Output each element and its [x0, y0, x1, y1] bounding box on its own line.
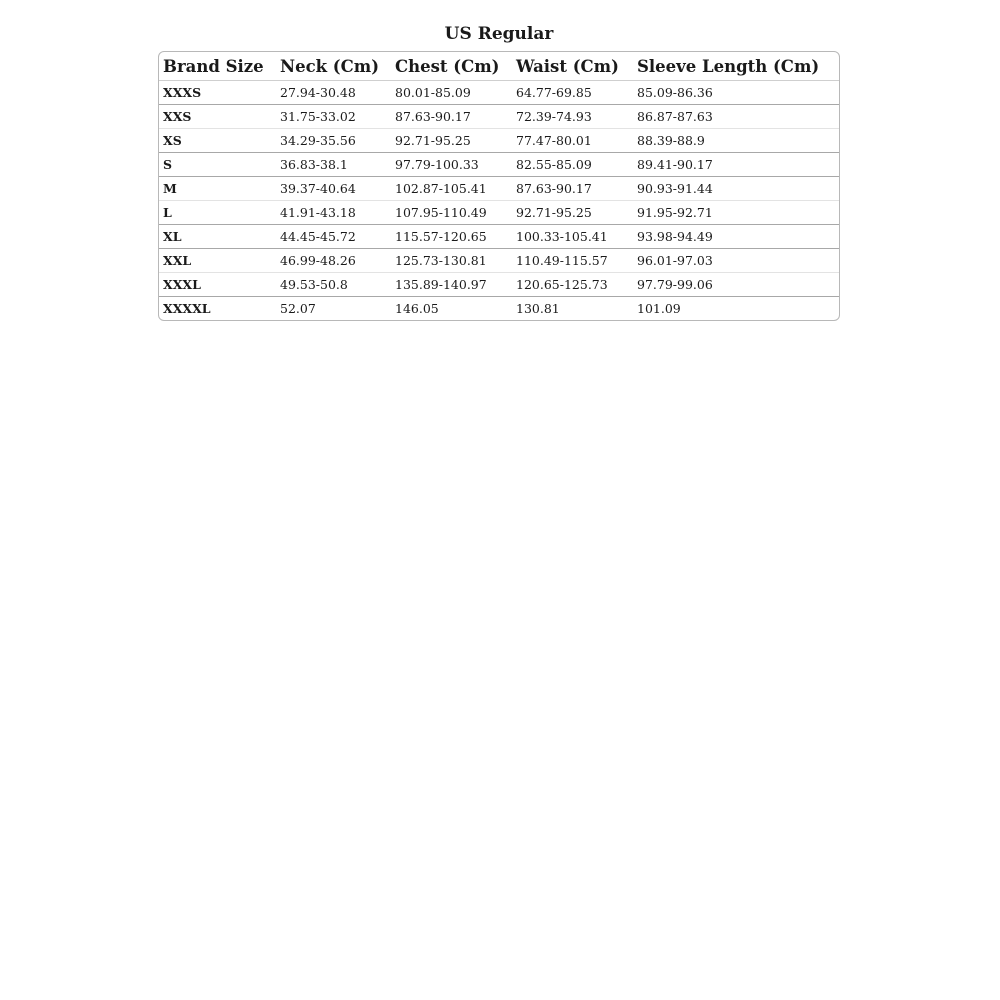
table-row	[159, 153, 839, 177]
chest-cell: 135.89-140.97	[391, 273, 512, 297]
neck-cell: 27.94-30.48	[280, 85, 356, 100]
waist-cell: 110.49-115.57	[512, 249, 633, 273]
table-row	[159, 129, 839, 153]
size-cell: XXXXL	[159, 297, 276, 321]
chest-cell: 107.95-110.49	[391, 201, 512, 225]
waist-cell: 92.71-95.25	[512, 201, 633, 225]
sleeve-cell: 90.93-91.44	[633, 177, 839, 201]
header-brand-size: Brand Size	[159, 52, 276, 81]
waist-cell: 64.77-69.85	[516, 85, 592, 100]
chest-cell: 87.63-90.17	[391, 105, 512, 129]
neck-cell: 44.45-45.72	[276, 225, 391, 249]
size-cell: XXS	[159, 105, 276, 129]
chest-cell: 80.01-85.09	[395, 85, 471, 100]
neck-cell: 39.37-40.64	[276, 177, 391, 201]
header-waist: Waist (Cm)	[512, 52, 633, 81]
sleeve-cell: 89.41-90.17	[633, 153, 839, 177]
neck-cell: 41.91-43.18	[276, 201, 391, 225]
neck-cell: 36.83-38.1	[276, 153, 391, 177]
table-row	[159, 201, 839, 225]
chest-cell: 125.73-130.81	[391, 249, 512, 273]
size-cell: XS	[159, 129, 276, 153]
sleeve-cell: 85.09-86.36	[637, 85, 713, 100]
neck-cell: 52.07	[276, 297, 391, 321]
chest-cell: 146.05	[391, 297, 512, 321]
header-row	[159, 52, 839, 81]
header-neck: Neck (Cm)	[276, 52, 391, 81]
waist-cell: 82.55-85.09	[512, 153, 633, 177]
sleeve-cell: 97.79-99.06	[633, 273, 839, 297]
neck-cell: 31.75-33.02	[276, 105, 391, 129]
waist-cell: 77.47-80.01	[512, 129, 633, 153]
table-row	[159, 297, 839, 321]
size-cell: L	[159, 201, 276, 225]
sleeve-cell: 101.09	[633, 297, 839, 321]
table-row	[159, 105, 839, 129]
size-chart-table	[158, 51, 840, 321]
sleeve-cell: 91.95-92.71	[633, 201, 839, 225]
chest-cell: 97.79-100.33	[391, 153, 512, 177]
table-row	[159, 81, 839, 105]
waist-cell: 130.81	[512, 297, 633, 321]
chest-cell: 92.71-95.25	[391, 129, 512, 153]
table-title: US Regular	[444, 24, 554, 44]
size-cell: XL	[159, 225, 276, 249]
size-cell: S	[159, 153, 276, 177]
size-cell: XXXL	[159, 273, 276, 297]
chest-cell: 102.87-105.41	[391, 177, 512, 201]
table-row	[159, 273, 839, 297]
neck-cell: 34.29-35.56	[276, 129, 391, 153]
header-chest: Chest (Cm)	[391, 52, 512, 81]
neck-cell: 46.99-48.26	[276, 249, 391, 273]
table-row	[159, 177, 839, 201]
size-cell: XXL	[159, 249, 276, 273]
waist-cell: 120.65-125.73	[512, 273, 633, 297]
chest-cell: 115.57-120.65	[391, 225, 512, 249]
header-sleeve-length: Sleeve Length (Cm)	[633, 52, 839, 81]
table-row	[159, 249, 839, 273]
sleeve-cell: 86.87-87.63	[633, 105, 839, 129]
waist-cell: 100.33-105.41	[512, 225, 633, 249]
size-cell: M	[159, 177, 276, 201]
size-cell: XXXS	[163, 85, 202, 100]
sleeve-cell: 88.39-88.9	[633, 129, 839, 153]
waist-cell: 87.63-90.17	[512, 177, 633, 201]
sleeve-cell: 96.01-97.03	[633, 249, 839, 273]
waist-cell: 72.39-74.93	[512, 105, 633, 129]
sleeve-cell: 93.98-94.49	[633, 225, 839, 249]
neck-cell: 49.53-50.8	[276, 273, 391, 297]
table-row	[159, 225, 839, 249]
